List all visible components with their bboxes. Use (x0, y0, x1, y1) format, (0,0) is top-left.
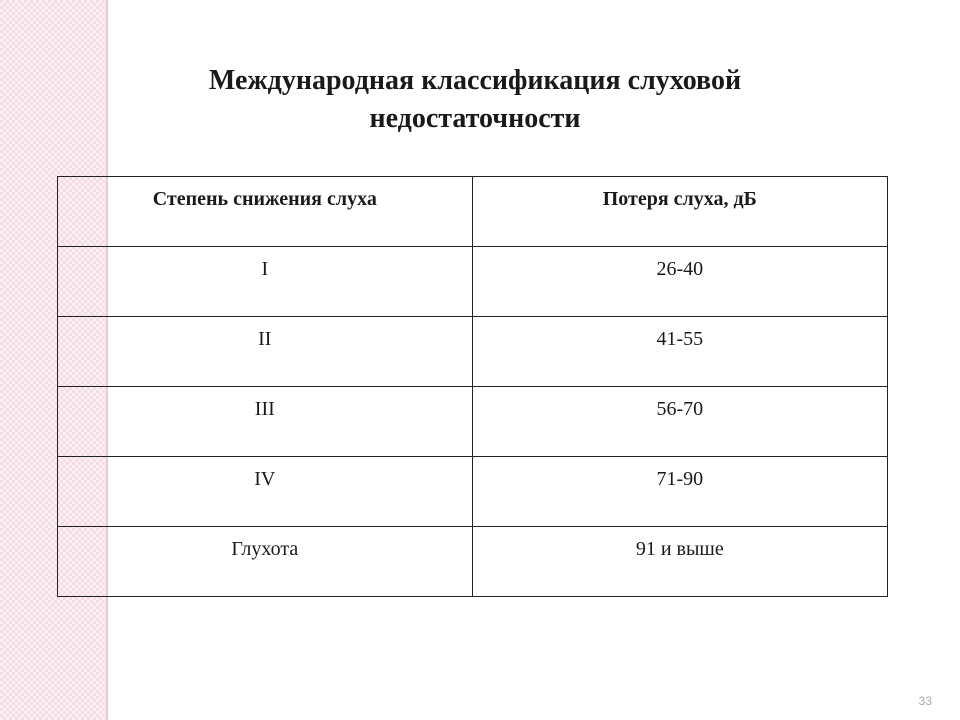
table-row (58, 387, 888, 457)
hearing-loss-table (57, 176, 888, 597)
table-cell-degree: II (58, 317, 473, 387)
table-header-loss: Потеря слуха, дБ (472, 177, 887, 247)
table-header-degree: Степень снижения слуха (58, 177, 473, 247)
table-cell-degree: IV (58, 457, 473, 527)
table-row (58, 527, 888, 597)
table-cell-loss: 71-90 (472, 457, 887, 527)
table-cell-loss: 91 и выше (472, 527, 887, 597)
slide-title-line-1: Международная классификация слуховой (208, 65, 742, 96)
table-cell-loss: 26-40 (472, 247, 887, 317)
table-header-row (58, 177, 888, 247)
table-cell-loss: 41-55 (472, 317, 887, 387)
slide-title-line-2: недостаточности (369, 103, 581, 134)
table-cell-degree: III (58, 387, 473, 457)
slide-title (120, 62, 830, 138)
table-cell-degree: I (58, 247, 473, 317)
page-number: 33 (918, 694, 932, 708)
table-row (58, 457, 888, 527)
table-row (58, 247, 888, 317)
table-row (58, 317, 888, 387)
table-cell-degree: Глухота (58, 527, 473, 597)
table-cell-loss: 56-70 (472, 387, 887, 457)
